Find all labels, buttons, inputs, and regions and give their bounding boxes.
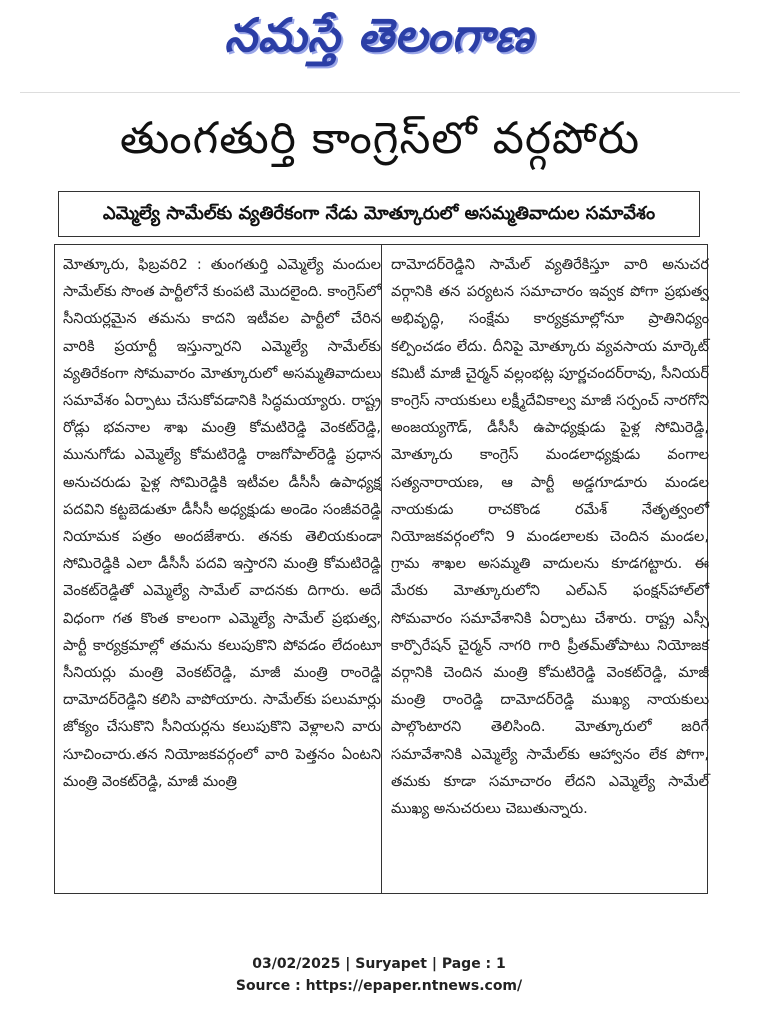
column-divider [381, 245, 382, 893]
newspaper-masthead [0, 8, 758, 70]
masthead-divider [20, 92, 740, 93]
article-headline: తుంగతుర్తి కాంగ్రెస్‌లో వర్గపోరు [119, 113, 641, 164]
footer-source: Source : https://epaper.ntnews.com/ [235, 978, 523, 994]
footer-date-edition-page: 03/02/2025 | Suryapet | Page : 1 [252, 956, 506, 972]
article-body [54, 244, 708, 894]
masthead-title: నమస్తే తెలంగాణ [224, 8, 534, 62]
article-column-left: మోత్కూరు, ఫిబ్రవరి2 : తుంగతుర్తి ఎమ్మెల్యే మందుల సామేల్‌కు సొంత పార్టీలోనే కుంపటి మొదలైంది. కాంగ్రెస్‌లో సీనియర్లమైన తమను కాదని ఇటీవల పార్టీలో చేరిన వారికి ప్రయార్టీ ఇస్తున్నారని ఎమ్మెల్యే సామేల్‌కు వ్యతిరేకంగా సోమవారం మోత్కూరులో అసమ్మతివాదులు సమావేశం ఏర్పాటు చేసుకోవడానికి సిద్ధమయ్యారు. రాష్ట్ర రోడ్లు భవనాల శాఖ మంత్రి కోమటిరెడ్డి వెంకట్‌రెడ్డి, మునుగోడు ఎమ్మెల్యే కోమటిరెడ్డి రాజగోపాల్‌రెడ్డి ప్రధాన అనుచరుడు పైళ్ల సోమిరెడ్డికి ఇటీవల డీసీసీ ఉపాధ్యక్ష పదవిని కట్టబెడుతూ డీసీసీ అధ్యక్షుడు అండెం సంజీవరెడ్డి నియామక పత్రం అందజేశారు. తనకు తెలియకుండా సోమిరెడ్డికి ఎలా డీసీసీ పదవి ఇస్తారని మంత్రి కోమటిరెడ్డి వెంకట్‌రెడ్డితో ఎమ్మెల్యే సామేల్ వాదనకు దిగారు. అదే విధంగా గత కొంత కాలంగా ఎమ్మెల్యే సామేల్ ప్రభుత్వ, పార్టీ కార్యక్రమాల్లో తమను కలుపుకొని పోవడం లేదంటూ సీనియర్లు మంత్రి వెంకట్‌రెడ్డి, మాజీ మంత్రి రాంరెడ్డి దామోదర్‌రెడ్డిని కలిసి వాపోయారు. సామేల్‌కు పలుమార్లు జోక్యం చేసుకొని సీనియర్లను కలుపుకొని వెళ్లాలని వారు సూచించారు.తన నియోజకవర్గంలో వారి పెత్తనం ఏంటని మంత్రి వెంకట్‌రెడ్డి, మాజీ మంత్రి [63, 256, 381, 790]
article-column-right: దామోదర్‌రెడ్డిని సామేల్ వ్యతిరేకిస్తూ వారి అనుచర వర్గానికి తన పర్యటన సమాచారం ఇవ్వక పోగా ప్రభుత్వ అభివృద్ధి, సంక్షేమ కార్యక్రమాల్లోనూ ప్రాతినిధ్యం కల్పించడం లేదు. దీనిపై మోత్కూరు వ్యవసాయ మార్కెట్ కమిటీ మాజీ చైర్మన్ వల్లంభట్ల పూర్ణచందర్‌రావు, సీనియర్ కాంగ్రెస్ నాయకులు లక్ష్మీదేవికాల్వ మాజీ సర్పంచ్ నారగోని అంజయ్యగౌడ్, డీసీసీ ఉపాధ్యక్షుడు పైళ్ల సోమిరెడ్డి, మోత్కూరు కాంగ్రెస్ మండలాధ్యక్షుడు వంగాల సత్యనారాయణ, ఆ పార్టీ అడ్డగూడూరు మండల నాయకుడు రాచకొండ రమేశ్ నేతృత్వంలో నియోజకవర్గంలోని 9 మండలాలకు చెందిన మండల, గ్రామ శాఖల అసమ్మతి వాదులను కూడగట్టారు. ఈ మేరకు మోత్కూరులోని ఎల్ఎన్ ఫంక్షన్‌హాల్‌లో సోమవారం సమావేశానికి ఏర్పాటు చేశారు. రాష్ట్ర ఎస్సీ కార్పొరేషన్ చైర్మన్ నాగరి గారి ప్రీతమ్‌తోపాటు నియోజక వర్గానికి చెందిన మంత్రి కోమటిరెడ్డి వెంకట్‌రెడ్డి, మాజీ మంత్రి రాంరెడ్డి దామోదర్‌రెడ్డి ముఖ్య నాయకులు పాల్గొంటారని తెలిసింది. మోత్కూరులో జరిగే సమావేశానికి ఎమ్మెల్యే సామేల్‌కు ఆహ్వానం లేక పోగా, తమకు కూడా సమాచారం లేదని ఎమ్మెల్యే సామేల్ ముఖ్య అనుచరులు చెబుతున్నారు. [391, 256, 709, 818]
article-subheadline: ఎమ్మెల్యే సామేల్‌కు వ్యతిరేకంగా నేడు మోత్కూరులో అసమ్మతివాదుల సమావేశం [58, 191, 700, 237]
